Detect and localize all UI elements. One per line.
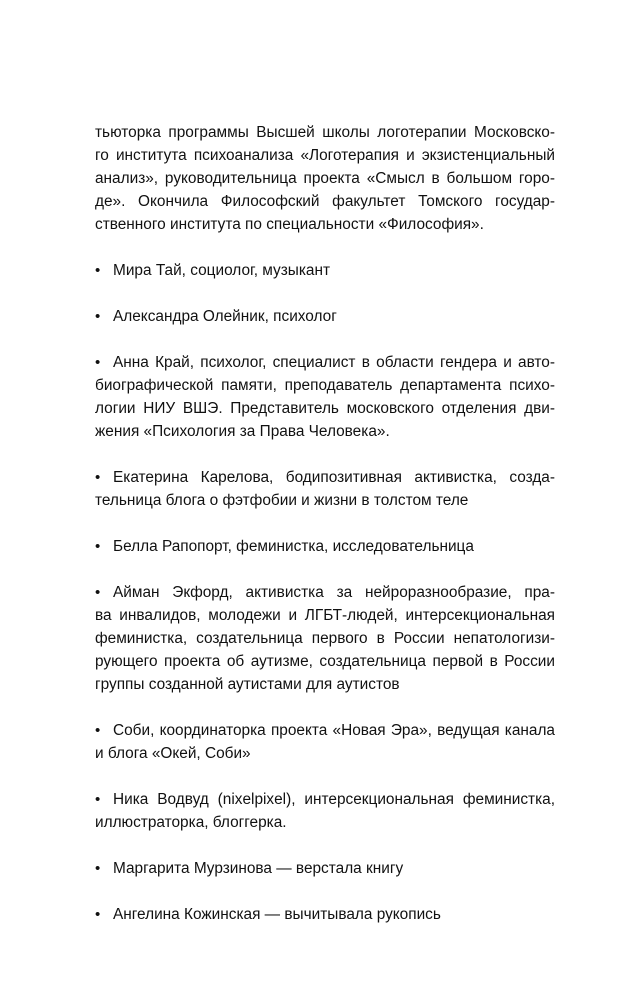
intro-line: ственного института по специальности «Философия». (95, 216, 484, 233)
list-item-line: • Александра Олейник, психолог (95, 305, 555, 328)
intro-line: го института психоанализа «Логотерапия и экзистенциальный (95, 147, 555, 164)
list-item-line: • Ника Водвуд (nixelpixel), интерсекциональная феминистка, (95, 788, 555, 811)
list-item-line: • Айман Экфорд, активистка за нейроразнообразие, пра- (95, 581, 555, 604)
list-item-sobi (95, 719, 555, 765)
list-item-line: • Соби, координаторка проекта «Новая Эра», ведущая канала (95, 719, 555, 742)
document-page (95, 121, 555, 949)
list-item-line: • Екатерина Карелова, бодипозитивная активистка, созда- (95, 466, 555, 489)
list-item-line: • Белла Рапопорт, феминистка, исследовательница (95, 535, 555, 558)
list-item-line: логии НИУ ВШЭ. Представитель московского отделения дви- (95, 400, 555, 417)
list-item-line: феминистка, создательница первого в России непатологизи- (95, 630, 555, 647)
list-item-margarita-murzinova (95, 857, 555, 880)
list-item-bella-rapoport (95, 535, 555, 558)
list-item-nika-vodvud (95, 788, 555, 834)
list-item-line: биографической памяти, преподаватель департамента психо- (95, 377, 555, 394)
list-item-line: • Маргарита Мурзинова — верстала книгу (95, 857, 555, 880)
list-item-line: и блога «Окей, Соби» (95, 745, 251, 762)
list-item-anna-kray (95, 351, 555, 443)
intro-line: тьюторка программы Высшей школы логотерапии Московско- (95, 124, 555, 141)
list-item-line: группы созданной аутистами для аутистов (95, 676, 400, 693)
list-item-line: иллюстраторка, блоггерка. (95, 814, 287, 831)
list-item-line: • Анна Край, психолог, специалист в области гендера и авто- (95, 351, 555, 374)
list-item-aleksandra-oleynik (95, 305, 555, 328)
list-item-line: жения «Психология за Права Человека». (95, 423, 390, 440)
list-item-line: ва инвалидов, молодежи и ЛГБТ-людей, интерсекциональная (95, 607, 555, 624)
list-item-line: • Мира Тай, социолог, музыкант (95, 259, 555, 282)
list-item-angelina-kozhinskaya (95, 903, 555, 926)
list-item-ekaterina-karelova (95, 466, 555, 512)
list-item-line: рующего проекта об аутизме, создательница первой в России (95, 653, 555, 670)
list-item-mira-tai (95, 259, 555, 282)
intro-line: де». Окончила Философский факультет Томского государ- (95, 193, 555, 210)
intro-line: анализ», руководительница проекта «Смысл в большом горо- (95, 170, 555, 187)
list-item-line: тельница блога о фэтфобии и жизни в толстом теле (95, 492, 469, 509)
list-item-ayman-ekford (95, 581, 555, 696)
list-item-line: • Ангелина Кожинская — вычитывала рукопись (95, 903, 555, 926)
intro-paragraph (95, 121, 555, 236)
